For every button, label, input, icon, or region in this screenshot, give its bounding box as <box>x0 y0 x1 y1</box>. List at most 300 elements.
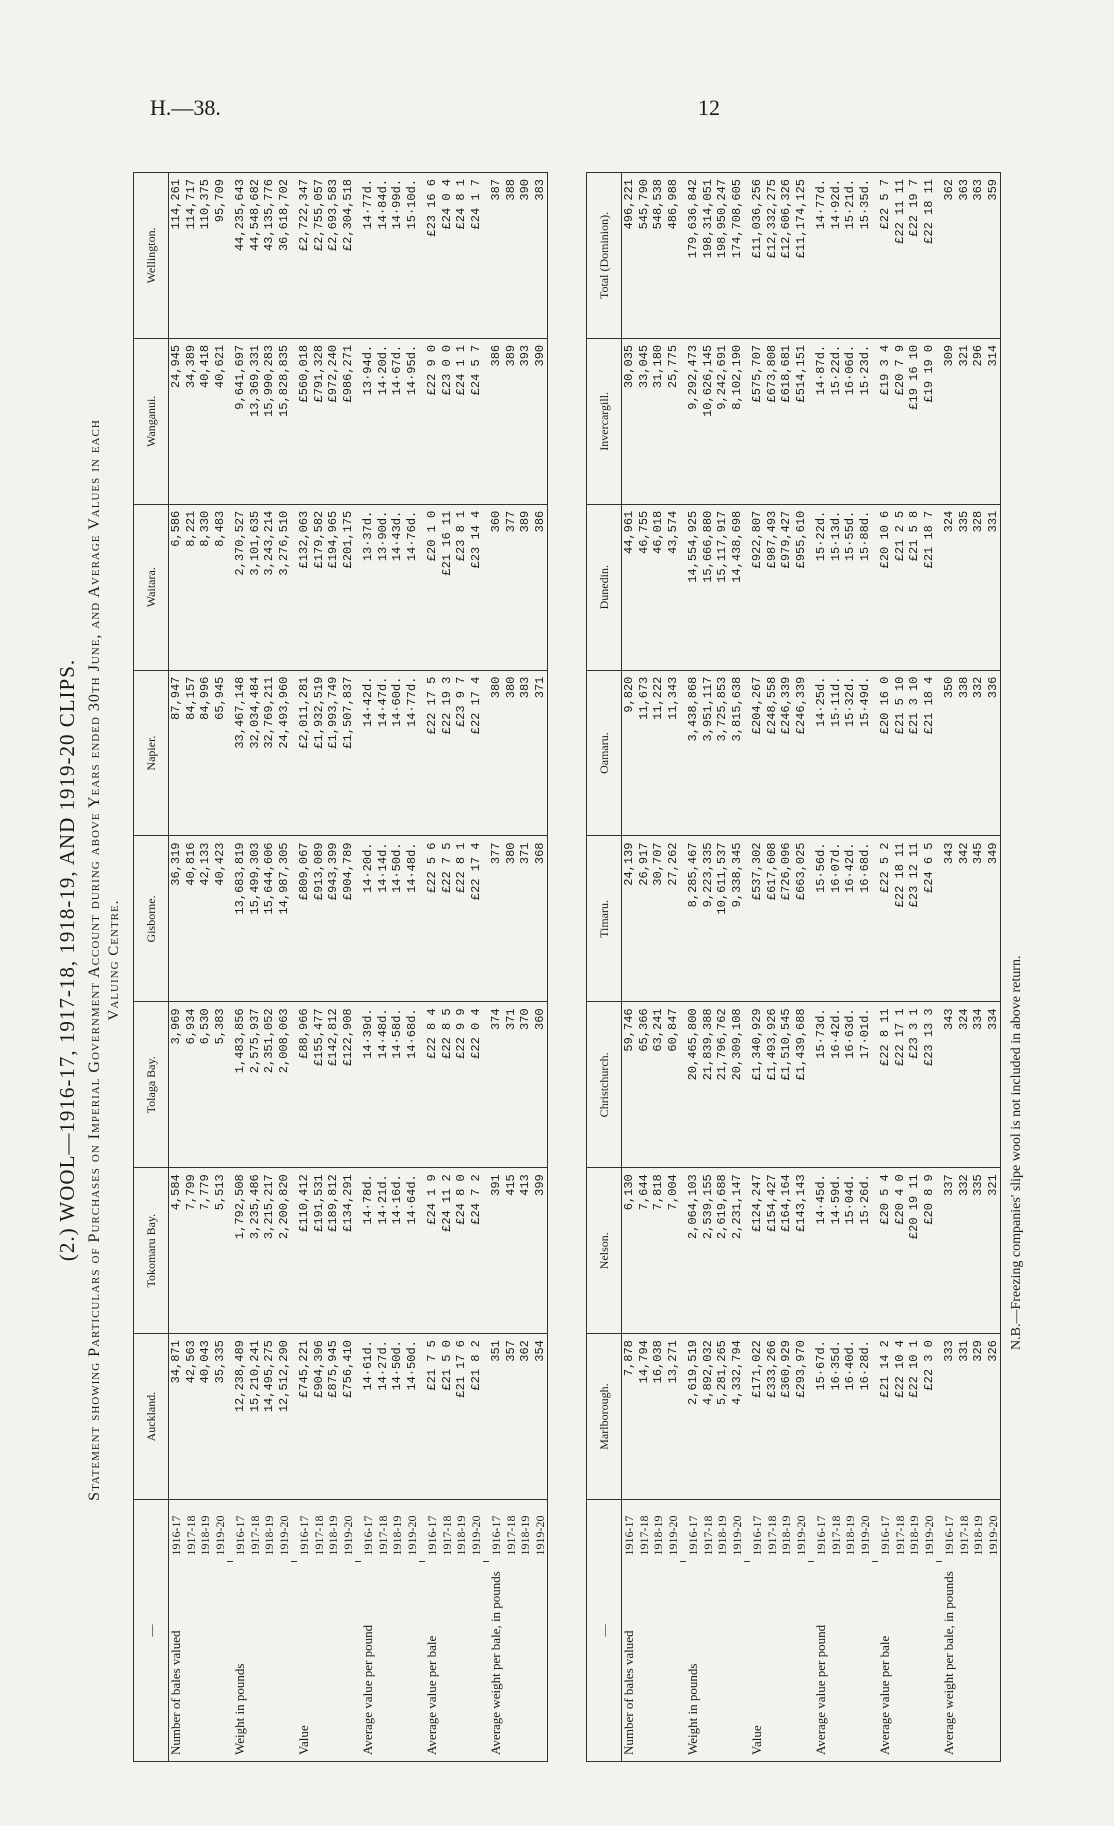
data-cell: £575,707 <box>750 338 765 504</box>
data-cell: £1,439,688 <box>794 1002 809 1168</box>
row-label <box>651 1562 666 1762</box>
row-label <box>184 1562 199 1762</box>
row-label <box>518 1562 533 1762</box>
data-cell: £11,036,256 <box>750 173 765 339</box>
data-cell: 349 <box>986 836 1001 1002</box>
data-cell: 14·25d. <box>814 670 829 836</box>
row-label <box>213 1562 228 1762</box>
data-cell: 14·45d. <box>814 1168 829 1334</box>
year-label: 1917-18 <box>637 1500 652 1562</box>
data-cell: 14,495,275 <box>262 1334 277 1500</box>
data-cell: £20 4 0 <box>893 1168 908 1334</box>
data-cell: £24 8 0 <box>454 1168 469 1334</box>
table-row <box>986 173 1001 1762</box>
data-cell: 345 <box>971 836 986 1002</box>
data-cell: 14·61d. <box>361 1334 376 1500</box>
data-cell: 13,369,331 <box>248 338 263 504</box>
row-label <box>376 1562 391 1762</box>
data-cell: 3,725,853 <box>715 670 730 836</box>
table-row <box>277 173 292 1762</box>
data-cell: 33,045 <box>637 338 652 504</box>
data-cell: £943,399 <box>326 836 341 1002</box>
table-row <box>233 173 248 1762</box>
data-cell: £23 13 3 <box>922 1002 937 1168</box>
data-cell: 44,548,682 <box>248 173 263 339</box>
table-header-row <box>587 173 622 1762</box>
data-cell: 9,641,697 <box>233 338 248 504</box>
year-label: 1917-18 <box>504 1500 519 1562</box>
data-cell: 15,117,917 <box>715 504 730 670</box>
data-cell: 14·21d. <box>376 1168 391 1334</box>
data-cell: 26,917 <box>637 836 652 1002</box>
data-cell: £24 6 5 <box>922 836 937 1002</box>
data-cell: 114,717 <box>184 173 199 339</box>
data-cell: 40,621 <box>213 338 228 504</box>
data-cell: 36,618,702 <box>277 173 292 339</box>
data-cell: 332 <box>957 1168 972 1334</box>
data-cell: 343 <box>942 1002 957 1168</box>
year-label: 1918-19 <box>779 1500 794 1562</box>
data-cell: £745,221 <box>297 1334 312 1500</box>
data-cell: 15·22d. <box>814 504 829 670</box>
data-cell: 335 <box>971 1168 986 1334</box>
row-label <box>637 1562 652 1762</box>
table-row <box>814 173 829 1762</box>
data-cell: 12,512,290 <box>277 1334 292 1500</box>
data-cell: £110,412 <box>297 1168 312 1334</box>
data-cell: 14·14d. <box>376 836 391 1002</box>
data-cell: £194,965 <box>326 504 341 670</box>
data-cell: 371 <box>533 670 548 836</box>
column-header: Napier. <box>134 670 169 836</box>
data-cell: £20 8 9 <box>922 1168 937 1334</box>
data-cell: 16·40d. <box>843 1334 858 1500</box>
data-cell: £22 8 11 <box>878 1002 893 1168</box>
data-cell: 8,330 <box>198 504 213 670</box>
data-cell: £904,396 <box>312 1334 327 1500</box>
row-label: Number of bales valued <box>169 1562 184 1762</box>
column-header: Wanganui. <box>134 338 169 504</box>
table-row <box>922 173 937 1762</box>
data-cell: £24 8 1 <box>454 173 469 339</box>
column-header: Timaru. <box>587 836 622 1002</box>
data-cell: £756,410 <box>341 1334 356 1500</box>
data-cell: 14·64d. <box>405 1168 420 1334</box>
data-cell: £21 14 2 <box>878 1334 893 1500</box>
row-label <box>666 1562 681 1762</box>
data-cell: 14·50d. <box>405 1334 420 1500</box>
data-cell: £726,096 <box>779 836 794 1002</box>
data-cell: 337 <box>942 1168 957 1334</box>
row-label: Value <box>297 1562 312 1762</box>
data-cell: 380 <box>504 836 519 1002</box>
data-cell: £1,510,545 <box>779 1002 794 1168</box>
data-cell: £20 5 4 <box>878 1168 893 1334</box>
row-label <box>312 1562 327 1762</box>
table-row <box>184 173 199 1762</box>
data-cell: 3,438,868 <box>686 670 701 836</box>
data-cell: £618,681 <box>779 338 794 504</box>
data-cell: 16·07d. <box>829 836 844 1002</box>
data-cell: 399 <box>533 1168 548 1334</box>
row-label <box>843 1562 858 1762</box>
data-cell: £23 14 4 <box>469 504 484 670</box>
data-cell: 16·42d. <box>829 1002 844 1168</box>
data-cell: 14·92d. <box>829 173 844 339</box>
data-cell: 2,064,103 <box>686 1168 701 1334</box>
row-label <box>390 1562 405 1762</box>
table-row <box>686 173 701 1762</box>
row-label <box>829 1562 844 1762</box>
year-label: 1918-19 <box>715 1500 730 1562</box>
table-header-row <box>134 173 169 1762</box>
data-cell: 9,292,473 <box>686 338 701 504</box>
year-label: 1918-19 <box>651 1500 666 1562</box>
year-label: 1916-17 <box>622 1500 637 1562</box>
data-cell: £2,755,057 <box>312 173 327 339</box>
data-cell: 368 <box>533 836 548 1002</box>
data-cell: £19 3 4 <box>878 338 893 504</box>
data-cell: 43,574 <box>666 504 681 670</box>
year-label: 1919-20 <box>533 1500 548 1562</box>
table-row <box>794 173 809 1762</box>
data-cell: 114,261 <box>169 173 184 339</box>
data-cell: 60,847 <box>666 1002 681 1168</box>
data-cell: £22 5 7 <box>878 173 893 339</box>
data-cell: £22 7 5 <box>440 836 455 1002</box>
data-cell: 354 <box>533 1334 548 1500</box>
data-cell: 3,969 <box>169 1002 184 1168</box>
year-label: 1916-17 <box>361 1500 376 1562</box>
data-cell: £24 11 2 <box>440 1168 455 1334</box>
data-cell: £24 1 7 <box>469 173 484 339</box>
data-cell: £134,291 <box>341 1168 356 1334</box>
data-cell: 545,790 <box>637 173 652 339</box>
data-cell: 59,746 <box>622 1002 637 1168</box>
data-cell: £24 0 4 <box>440 173 455 339</box>
data-cell: £189,812 <box>326 1168 341 1334</box>
data-cell: 10,611,537 <box>715 836 730 1002</box>
row-label <box>907 1562 922 1762</box>
data-cell: 14·87d. <box>814 338 829 504</box>
row-label-header: — <box>587 1500 622 1762</box>
table-row <box>248 173 263 1762</box>
table-row <box>198 173 213 1762</box>
data-cell: £617,608 <box>765 836 780 1002</box>
row-label <box>469 1562 484 1762</box>
data-cell: 3,215,217 <box>262 1168 277 1334</box>
data-cell: 296 <box>971 338 986 504</box>
year-label: 1918-19 <box>326 1500 341 1562</box>
data-cell: 15,644,606 <box>262 836 277 1002</box>
data-cell: £88,966 <box>297 1002 312 1168</box>
data-cell: 14·42d. <box>361 670 376 836</box>
year-label: 1918-19 <box>198 1500 213 1562</box>
data-cell: 32,769,211 <box>262 670 277 836</box>
data-cell: 14·50d. <box>390 1334 405 1500</box>
data-cell: £21 8 2 <box>469 1334 484 1500</box>
table-row <box>637 173 652 1762</box>
data-cell: 13,683,819 <box>233 836 248 1002</box>
year-label: 1919-20 <box>469 1500 484 1562</box>
data-cell: 363 <box>971 173 986 339</box>
data-cell: £164,164 <box>779 1168 794 1334</box>
data-cell: 389 <box>504 338 519 504</box>
rotated-page-area <box>55 140 1055 1770</box>
data-cell: 390 <box>518 173 533 339</box>
data-cell: £21 17 6 <box>454 1334 469 1500</box>
year-label: 1918-19 <box>262 1500 277 1562</box>
table-row <box>361 173 376 1762</box>
footnote: N.B.—Freezing companies' slipe wool is not included in above return. <box>1009 955 1024 1350</box>
data-cell: 11,673 <box>637 670 652 836</box>
data-cell: 14·27d. <box>376 1334 391 1500</box>
year-label: 1916-17 <box>425 1500 440 1562</box>
data-cell: 350 <box>942 670 957 836</box>
data-cell: £987,493 <box>765 504 780 670</box>
data-cell: £21 3 10 <box>907 670 922 836</box>
data-cell: £21 2 5 <box>893 504 908 670</box>
data-cell: 1,483,856 <box>233 1002 248 1168</box>
data-cell: 21,839,388 <box>701 1002 716 1168</box>
data-cell: £560,018 <box>297 338 312 504</box>
data-cell: 2,351,052 <box>262 1002 277 1168</box>
data-cell: 7,779 <box>198 1168 213 1334</box>
data-cell: £22 10 4 <box>893 1334 908 1500</box>
data-cell: 44,235,643 <box>233 173 248 339</box>
row-label: Average value per bale <box>425 1562 440 1762</box>
data-cell: 11,222 <box>651 670 666 836</box>
data-cell: 15·26d. <box>858 1168 873 1334</box>
data-cell: 9,223,335 <box>701 836 716 1002</box>
data-cell: 7,799 <box>184 1168 199 1334</box>
table-row <box>312 173 327 1762</box>
data-cell: 15·10d. <box>405 173 420 339</box>
table-row <box>843 173 858 1762</box>
data-cell: £791,328 <box>312 338 327 504</box>
data-cell: £20 1 0 <box>425 504 440 670</box>
row-label: Weight in pounds <box>233 1562 248 1762</box>
data-cell: 14·39d. <box>361 1002 376 1168</box>
data-cell: 14·58d. <box>390 1002 405 1168</box>
data-cell: 334 <box>986 1002 1001 1168</box>
data-cell: 15,990,283 <box>262 338 277 504</box>
row-label <box>922 1562 937 1762</box>
year-label: 1917-18 <box>184 1500 199 1562</box>
data-cell: 11,343 <box>666 670 681 836</box>
table-row <box>971 173 986 1762</box>
data-cell: 14·60d. <box>390 670 405 836</box>
row-label <box>730 1562 745 1762</box>
data-cell: £913,089 <box>312 836 327 1002</box>
data-cell: £248,558 <box>765 670 780 836</box>
column-header: Auckland. <box>134 1334 169 1500</box>
data-cell: 7,644 <box>637 1168 652 1334</box>
data-cell: 15·22d. <box>829 338 844 504</box>
data-cell: 33,467,148 <box>233 670 248 836</box>
data-cell: £22 9 9 <box>454 1002 469 1168</box>
data-cell: 40,423 <box>213 836 228 1002</box>
data-cell: 14·67d. <box>390 338 405 504</box>
data-cell: 6,130 <box>622 1168 637 1334</box>
table-row <box>326 173 341 1762</box>
table-row <box>504 173 519 1762</box>
data-cell: 2,619,688 <box>715 1168 730 1334</box>
year-label: 1916-17 <box>878 1500 893 1562</box>
row-label: Average value per pound <box>814 1562 829 1762</box>
data-cell: 342 <box>957 836 972 1002</box>
data-cell: 486,988 <box>666 173 681 339</box>
data-cell: £22 18 11 <box>893 836 908 1002</box>
data-cell: 2,619,519 <box>686 1334 701 1500</box>
year-label: 1919-20 <box>986 1500 1001 1562</box>
data-cell: 44,961 <box>622 504 637 670</box>
table-row <box>454 173 469 1762</box>
data-cell: £20 19 11 <box>907 1168 922 1334</box>
table-row <box>829 173 844 1762</box>
table-row <box>907 173 922 1762</box>
table-title: (2.) WOOL—1916-17, 1917-18, 1918-19, AND 1919-20 CLIPS. <box>55 658 79 1262</box>
data-cell: 377 <box>504 504 519 670</box>
year-label: 1918-19 <box>390 1500 405 1562</box>
data-cell: 16·68d. <box>858 836 873 1002</box>
year-label: 1919-20 <box>341 1500 356 1562</box>
data-cell: 13,271 <box>666 1334 681 1500</box>
data-cell: £23 9 7 <box>454 670 469 836</box>
data-cell: 338 <box>957 670 972 836</box>
data-cell: £21 18 4 <box>922 670 937 836</box>
data-cell: £22 11 11 <box>893 173 908 339</box>
column-header: Tokomaru Bay. <box>134 1168 169 1334</box>
data-cell: 7,878 <box>622 1334 637 1500</box>
data-cell: 388 <box>504 173 519 339</box>
data-cell: 14·78d. <box>361 1168 376 1334</box>
data-cell: 14·48d. <box>405 836 420 1002</box>
data-cell: £21 5 8 <box>907 504 922 670</box>
year-label: 1917-18 <box>248 1500 263 1562</box>
data-cell: £23 8 1 <box>454 504 469 670</box>
table-row <box>715 173 730 1762</box>
table-row <box>489 173 504 1762</box>
data-cell: £179,582 <box>312 504 327 670</box>
data-cell: 4,892,032 <box>701 1334 716 1500</box>
data-cell: £23 0 0 <box>440 338 455 504</box>
column-header: Invercargill. <box>587 338 622 504</box>
data-cell: 2,231,147 <box>730 1168 745 1334</box>
data-cell: 2,539,155 <box>701 1168 716 1334</box>
data-cell: £21 7 5 <box>425 1334 440 1500</box>
data-cell: 548,538 <box>651 173 666 339</box>
data-cell: 24,945 <box>169 338 184 504</box>
table-row <box>942 173 957 1762</box>
data-cell: 16·35d. <box>829 1334 844 1500</box>
data-cell: £143,143 <box>794 1168 809 1334</box>
data-cell: 16,038 <box>651 1334 666 1500</box>
data-cell: 15·35d. <box>858 173 873 339</box>
data-cell: 3,101,635 <box>248 504 263 670</box>
year-label: 1919-20 <box>730 1500 745 1562</box>
data-cell: 14,554,925 <box>686 504 701 670</box>
year-label: 1917-18 <box>701 1500 716 1562</box>
data-cell: 16·06d. <box>843 338 858 504</box>
data-cell: 16·63d. <box>843 1002 858 1168</box>
data-cell: £875,945 <box>326 1334 341 1500</box>
data-cell: £333,266 <box>765 1334 780 1500</box>
data-cell: 15·49d. <box>858 670 873 836</box>
data-cell: £1,507,837 <box>341 670 356 836</box>
year-label: 1917-18 <box>376 1500 391 1562</box>
row-label <box>248 1562 263 1762</box>
year-label: 1919-20 <box>213 1500 228 1562</box>
year-label: 1916-17 <box>233 1500 248 1562</box>
year-label: 1917-18 <box>829 1500 844 1562</box>
data-cell: £979,427 <box>779 504 794 670</box>
row-label <box>262 1562 277 1762</box>
data-cell: 336 <box>986 670 1001 836</box>
year-label: 1916-17 <box>686 1500 701 1562</box>
data-cell: 42,563 <box>184 1334 199 1500</box>
data-cell: 12,238,489 <box>233 1334 248 1500</box>
data-cell: 415 <box>504 1168 519 1334</box>
table-row <box>858 173 873 1762</box>
year-label: 1916-17 <box>169 1500 184 1562</box>
data-cell: 14·68d. <box>405 1002 420 1168</box>
data-cell: £22 5 6 <box>425 836 440 1002</box>
data-cell: £12,606,326 <box>779 173 794 339</box>
year-label: 1916-17 <box>750 1500 765 1562</box>
data-cell: 46,018 <box>651 504 666 670</box>
data-cell: 359 <box>986 173 1001 339</box>
row-label <box>533 1562 548 1762</box>
table-row <box>533 173 548 1762</box>
data-cell: 14·47d. <box>376 670 391 836</box>
data-cell: £22 18 11 <box>922 173 937 339</box>
row-label: Weight in pounds <box>686 1562 701 1762</box>
data-cell: 1,792,508 <box>233 1168 248 1334</box>
data-cell: 34,871 <box>169 1334 184 1500</box>
data-cell: 14·20d. <box>361 836 376 1002</box>
table-row <box>622 173 637 1762</box>
data-cell: 390 <box>533 338 548 504</box>
data-cell: 8,221 <box>184 504 199 670</box>
data-cell: £19 19 0 <box>922 338 937 504</box>
wool-statistics-table <box>133 172 1001 1762</box>
data-cell: £293,970 <box>794 1334 809 1500</box>
data-cell: £922,807 <box>750 504 765 670</box>
data-cell: 15·04d. <box>843 1168 858 1334</box>
data-cell: 40,816 <box>184 836 199 1002</box>
data-cell: £20 7 9 <box>893 338 908 504</box>
data-cell: £972,240 <box>326 338 341 504</box>
data-cell: £22 9 0 <box>425 338 440 504</box>
data-cell: 5,383 <box>213 1002 228 1168</box>
year-label: 1917-18 <box>893 1500 908 1562</box>
table-row <box>878 173 893 1762</box>
column-header: Dunedin. <box>587 504 622 670</box>
row-label <box>715 1562 730 1762</box>
data-cell: £171,022 <box>750 1334 765 1500</box>
data-cell: 14·16d. <box>390 1168 405 1334</box>
year-label: 1918-19 <box>971 1500 986 1562</box>
data-cell: 351 <box>489 1334 504 1500</box>
data-cell: 386 <box>533 504 548 670</box>
data-cell: 324 <box>957 1002 972 1168</box>
data-cell: £22 19 3 <box>440 670 455 836</box>
data-cell: 309 <box>942 338 957 504</box>
row-label <box>405 1562 420 1762</box>
data-cell: 3,235,486 <box>248 1168 263 1334</box>
column-header: Wellington. <box>134 173 169 339</box>
